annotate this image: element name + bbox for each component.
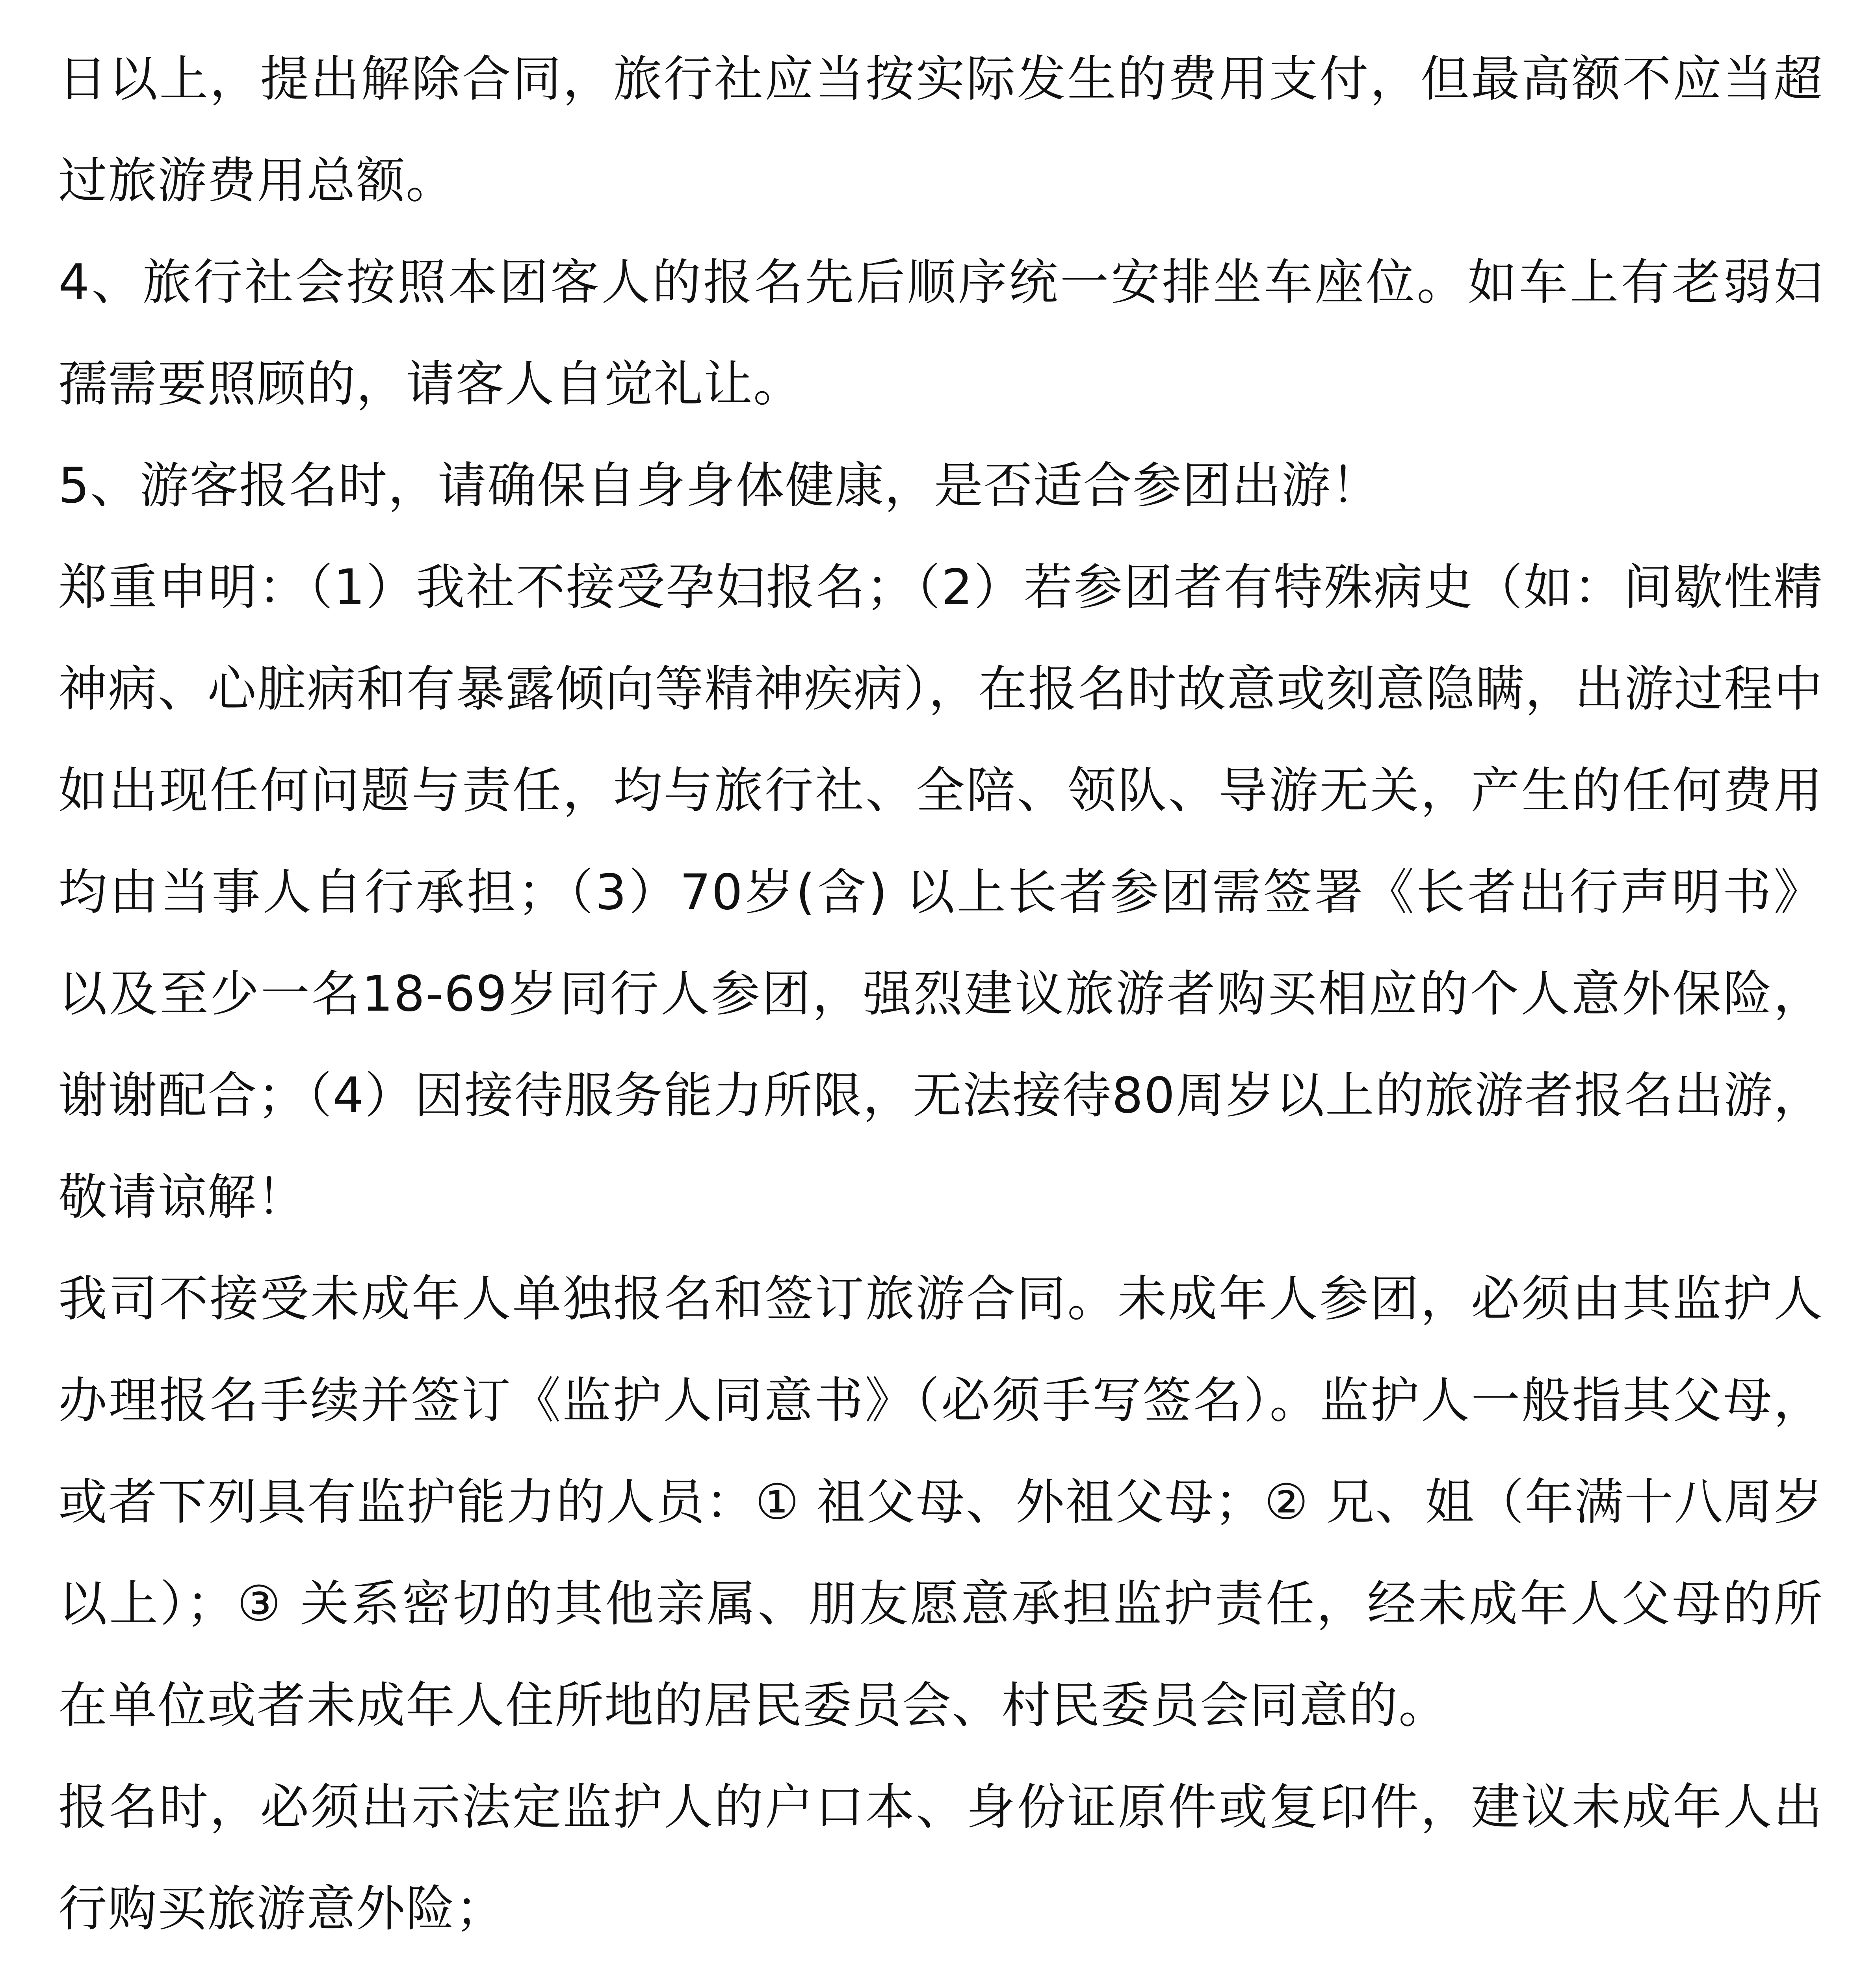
paragraph-guardian-documents: 报名时，必须出示法定监护人的户口本、身份证原件或复印件，建议未成年人出行购买旅游意外险； bbox=[58, 1779, 1823, 1937]
paragraph-solemn-statement: 郑重申明：（1）我社不接受孕妇报名；（2）若参团者有特殊病史（如：间歇性精神病、心脏病和有暴露倾向等精神疾病），在报名时故意或刻意隐瞒，出游过程中如出现任何问题与责任，均与旅行社、全陪、领队、导游无关，产生的任何费用均由当事人自行承担；（3）70岁(含) 以上长者参团需签署《长者出行声明书》以及至少一名18-69岁同行人参团，强烈建议旅游者购买相应的个人意外保险，谢谢配合；（4）因接待服务能力所限，无法接待80周岁以上的旅游者报名出游，敬请谅解！ bbox=[58, 559, 1823, 1226]
document-body bbox=[58, 0, 1823, 1970]
paragraph-refund-limit: 日以上，提出解除合同，旅行社应当按实际发生的费用支付，但最高额不应当超过旅游费用总额。 bbox=[58, 51, 1823, 209]
paragraph-health-check: 5、游客报名时，请确保自身身体健康，是否适合参团出游！ bbox=[58, 457, 1381, 514]
paragraph-dishonest-person bbox=[58, 1960, 1823, 1970]
paragraph-minor-policy: 我司不接受未成年人单独报名和签订旅游合同。未成年人参团，必须由其监护人办理报名手续并签订《监护人同意书》（必须手写签名）。监护人一般指其父母，或者下列具有监护能力的人员：① 祖父母、外祖父母；② 兄、姐（年满十八周岁以上）；③ 关系密切的其他亲属、朋友愿意承担监护责任，经未成年人父母的所在单位或者未成年人住所地的居民委员会、村民委员会同意的。 bbox=[58, 1271, 1823, 1734]
paragraph-seat-arrangement: 4、旅行社会按照本团客人的报名先后顺序统一安排坐车座位。如车上有老弱妇孺需要照顾的，请客人自觉礼让。 bbox=[58, 254, 1823, 413]
